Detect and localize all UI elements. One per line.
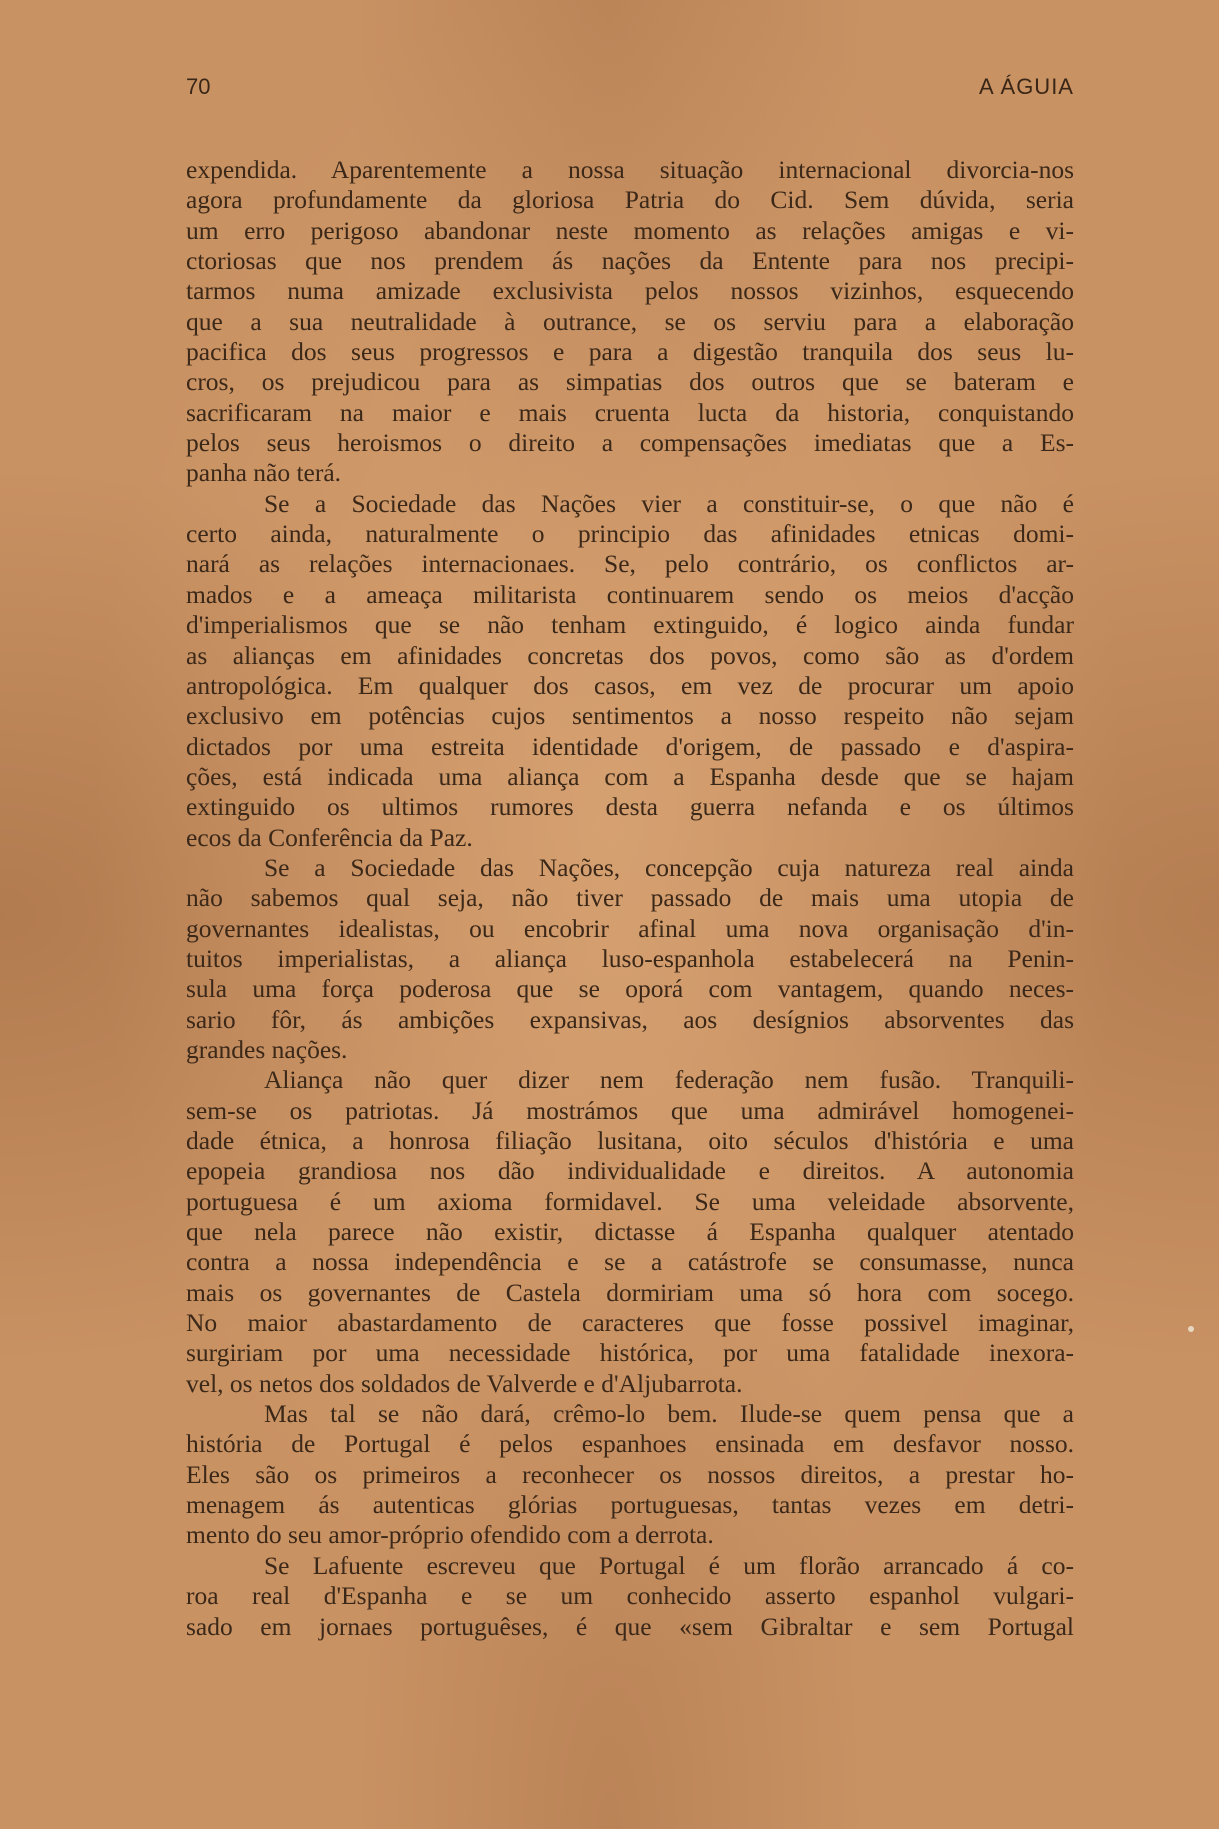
running-header <box>186 74 1074 104</box>
text-line: dade étnica, a honrosa filiação lusitana, oito séculos d'história e uma <box>186 1126 1074 1155</box>
text-line: cros, os prejudicou para as simpatias dos outros que se bateram e <box>186 367 1074 397</box>
text-line: panha não terá. <box>186 458 342 488</box>
text-line: as alianças em afinidades concretas dos povos, como são as d'ordem <box>186 640 1074 670</box>
text-line: que nela parece não existir, dictasse á Espanha qualquer atentado <box>186 1217 1074 1247</box>
text-line: sado em jornaes portuguêses, é que «sem Gibraltar e sem Portugal <box>186 1611 1074 1641</box>
text-line: pacifica dos seus progressos e para a digestão tranquila dos seus lu- <box>186 337 1074 367</box>
text-line: sula uma força poderosa que se oporá com vantagem, quando neces- <box>186 974 1074 1004</box>
text-line: tuitos imperialistas, a aliança luso-espanhola estabelecerá na Penin- <box>186 943 1074 973</box>
text-line: que a sua neutralidade à outrance, se os serviu para a elaboração <box>186 306 1074 336</box>
text-line: mais os governantes de Castela dormiriam uma só hora com socego. <box>186 1277 1074 1307</box>
text-line: Se Lafuente escreveu que Portugal é um florão arrancado á co- <box>264 1550 1074 1580</box>
text-line: expendida. Aparentemente a nossa situação internacional divorcia-nos <box>186 155 1074 184</box>
text-line: Eles são os primeiros a reconhecer os nossos direitos, a prestar ho- <box>186 1459 1074 1489</box>
text-line: ções, está indicada uma aliança com a Espanha desde que se hajam <box>186 761 1074 791</box>
text-line: nará as relações internacionaes. Se, pelo contrário, os conflictos ar- <box>186 549 1074 579</box>
text-line: agora profundamente da gloriosa Patria do Cid. Sem dúvida, seria <box>186 185 1074 215</box>
text-line: ctoriosas que nos prendem ás nações da Entente para nos precipi- <box>186 246 1074 276</box>
page-number: 70 <box>186 74 211 99</box>
text-line: dictados por uma estreita identidade d'origem, de passado e d'aspira- <box>186 731 1074 761</box>
text-line: portuguesa é um axioma formidavel. Se uma veleidade absorvente, <box>186 1186 1074 1216</box>
text-line: antropológica. Em qualquer dos casos, em vez de procurar um apoio <box>186 670 1074 700</box>
text-line: grandes nações. <box>186 1034 348 1064</box>
text-line: sem-se os patriotas. Já mostrámos que uma admirável homogenei- <box>186 1095 1074 1125</box>
text-line: um erro perigoso abandonar neste momento as relações amigas e vi- <box>186 215 1074 245</box>
text-line: menagem ás autenticas glórias portuguesas, tantas vezes em detri- <box>186 1490 1074 1520</box>
text-line: No maior abastardamento de caracteres que fosse possivel imaginar, <box>186 1308 1074 1338</box>
text-line: não sabemos qual seja, não tiver passado de mais uma utopia de <box>186 883 1074 913</box>
paper-speck <box>1188 1326 1194 1332</box>
text-line: história de Portugal é pelos espanhoes ensinada em desfavor nosso. <box>186 1429 1074 1459</box>
text-line: surgiriam por uma necessidade histórica, por uma fatalidade inexora- <box>186 1338 1074 1368</box>
text-line: exclusivo em potências cujos sentimentos a nosso respeito não sejam <box>186 701 1074 731</box>
text-line: mados e a ameaça militarista continuarem sendo os meios d'acção <box>186 579 1074 609</box>
text-line: contra a nossa independência e se a catástrofe se consumasse, nunca <box>186 1247 1074 1277</box>
running-title: A ÁGUIA <box>978 74 1074 99</box>
text-line: Se a Sociedade das Nações vier a constituir-se, o que não é <box>264 488 1074 518</box>
text-line: sario fôr, ás ambições expansivas, aos desígnios absorventes das <box>186 1004 1074 1034</box>
text-line: roa real d'Espanha e se um conhecido asserto espanhol vulgari- <box>186 1581 1074 1611</box>
text-line: Mas tal se não dará, crêmo-lo bem. Ilude-se quem pensa que a <box>264 1399 1074 1429</box>
text-line: ecos da Conferência da Paz. <box>186 822 473 852</box>
text-line: pelos seus heroismos o direito a compensações imediatas que a Es- <box>186 428 1074 458</box>
text-line: tarmos numa amizade exclusivista pelos nossos vizinhos, esquecendo <box>186 276 1074 306</box>
text-line: mento do seu amor-próprio ofendido com a derrota. <box>186 1520 714 1550</box>
text-line: extinguido os ultimos rumores desta guerra nefanda e os últimos <box>186 792 1074 822</box>
text-line: Aliança não quer dizer nem federação nem fusão. Tranquili- <box>264 1065 1074 1095</box>
text-line: vel, os netos dos soldados de Valverde e d'Aljubarrota. <box>186 1368 743 1398</box>
text-line: epopeia grandiosa nos dão individualidade e direitos. A autonomia <box>186 1156 1074 1186</box>
body-text <box>186 155 1074 1642</box>
text-line: Se a Sociedade das Nações, concepção cuja natureza real ainda <box>264 852 1074 882</box>
text-line: certo ainda, naturalmente o principio das afinidades etnicas domi- <box>186 519 1074 549</box>
text-line: d'imperialismos que se não tenham extinguido, é logico ainda fundar <box>186 610 1074 640</box>
text-line: governantes idealistas, ou encobrir afinal uma nova organisação d'in- <box>186 913 1074 943</box>
text-line: sacrificaram na maior e mais cruenta lucta da historia, conquistando <box>186 397 1074 427</box>
